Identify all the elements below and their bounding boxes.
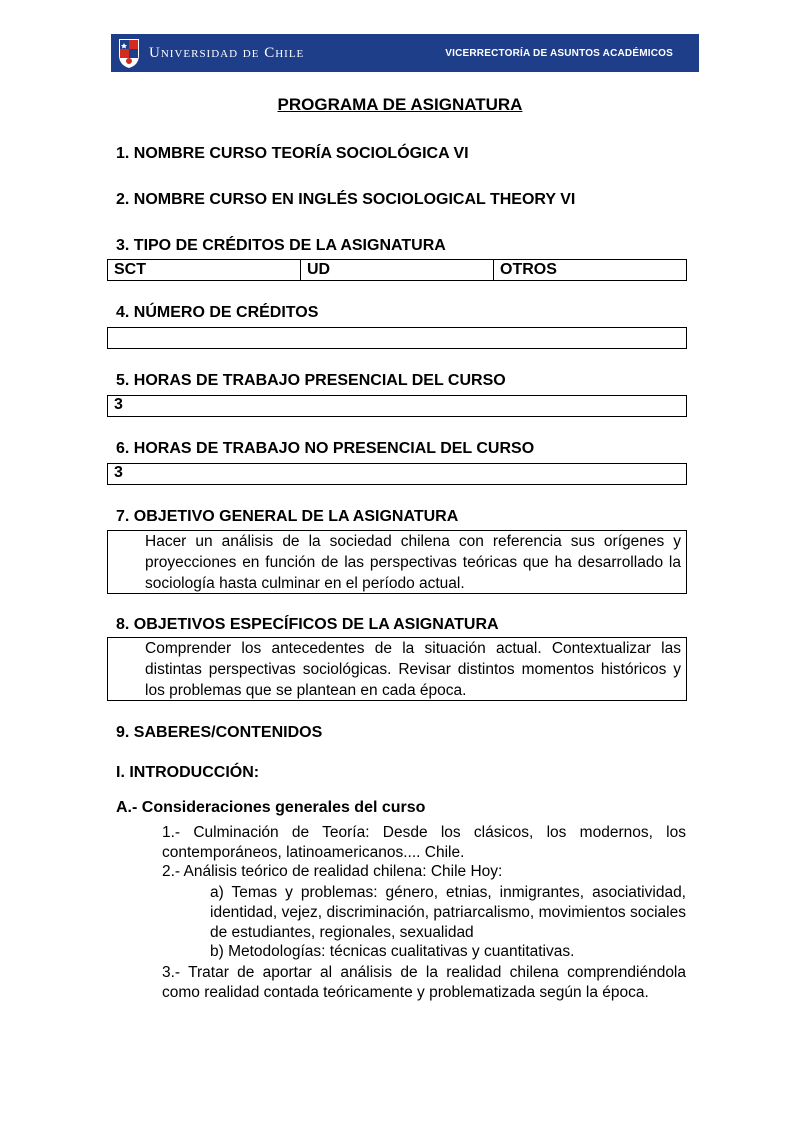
presential-hours-box [107,395,687,417]
content-item-3: 3.- Tratar de aportar al análisis de la realidad chilena comprendiéndola como realidad contada teóricamente y problematizada según la época. [162,964,686,1001]
section-5-heading: 5. HORAS DE TRABAJO PRESENCIAL DEL CURSO [116,372,506,389]
section-7-heading: 7. OBJETIVO GENERAL DE LA ASIGNATURA [116,508,459,525]
specific-objectives-box [107,637,687,701]
section-3-heading: 3. TIPO DE CRÉDITOS DE LA ASIGNATURA [116,237,446,254]
page-title: PROGRAMA DE ASIGNATURA [277,95,523,114]
section-1-heading: 1. NOMBRE CURSO TEORÍA SOCIOLÓGICA VI [116,145,469,162]
section-6-heading: 6. HORAS DE TRABAJO NO PRESENCIAL DEL CURSO [116,440,535,457]
credit-type-otros: OTROS [500,261,557,278]
section-4-heading: 4. NÚMERO DE CRÉDITOS [116,304,319,321]
university-name: Universidad de Chile [149,44,305,61]
content-item-1: 1.- Culminación de Teoría: Desde los clásicos, los modernos, los contemporáneos, latinoamericanos.... Chile. [162,824,686,861]
credit-type-sct: SCT [108,260,301,280]
vicerrectoria-label: VICERRECTORÍA DE ASUNTOS ACADÉMICOS [445,47,673,59]
header-banner [111,34,699,72]
credit-type-ud: UD [301,260,494,280]
content-item-2a: a) Temas y problemas: género, etnias, inmigrantes, asociatividad, identidad, vejez, discriminación, patriarcalismo, movimientos sociales de estudiantes, regionales, sexualidad [210,884,686,941]
section-9-heading: 9. SABERES/CONTENIDOS [116,724,323,741]
section-2-heading: 2. NOMBRE CURSO EN INGLÉS SOCIOLOGICAL THEORY VI [116,191,576,208]
university-crest-icon [117,37,141,69]
non-presential-hours-box [107,463,687,485]
content-item-2b: b) Metodologías: técnicas cualitativas y cuantitativas. [210,943,575,960]
content-item-2: 2.- Análisis teórico de realidad chilena: Chile Hoy: [162,863,503,880]
specific-objectives-text: Comprender los antecedentes de la situación actual. Contextualizar las distintas perspectivas sociológicas. Revisar distintos momentos históricos y los problemas que se plantean en cada época. [145,640,681,699]
section-8-heading: 8. OBJETIVOS ESPECÍFICOS DE LA ASIGNATURA [116,616,499,633]
sub-section-a: A.- Consideraciones generales del curso [116,799,426,816]
presential-hours-value: 3 [114,396,123,413]
credit-type-table [107,259,687,281]
unit-introduccion: I. INTRODUCCIÓN: [116,764,260,781]
general-objective-text: Hacer un análisis de la sociedad chilena con referencia sus orígenes y proyecciones en función de las perspectivas teóricas que ha desarrollado la sociología hasta culminar en el período actual. [145,533,681,592]
general-objective-box [107,530,687,594]
credits-number-box [107,327,687,349]
non-presential-hours-value: 3 [114,464,123,481]
